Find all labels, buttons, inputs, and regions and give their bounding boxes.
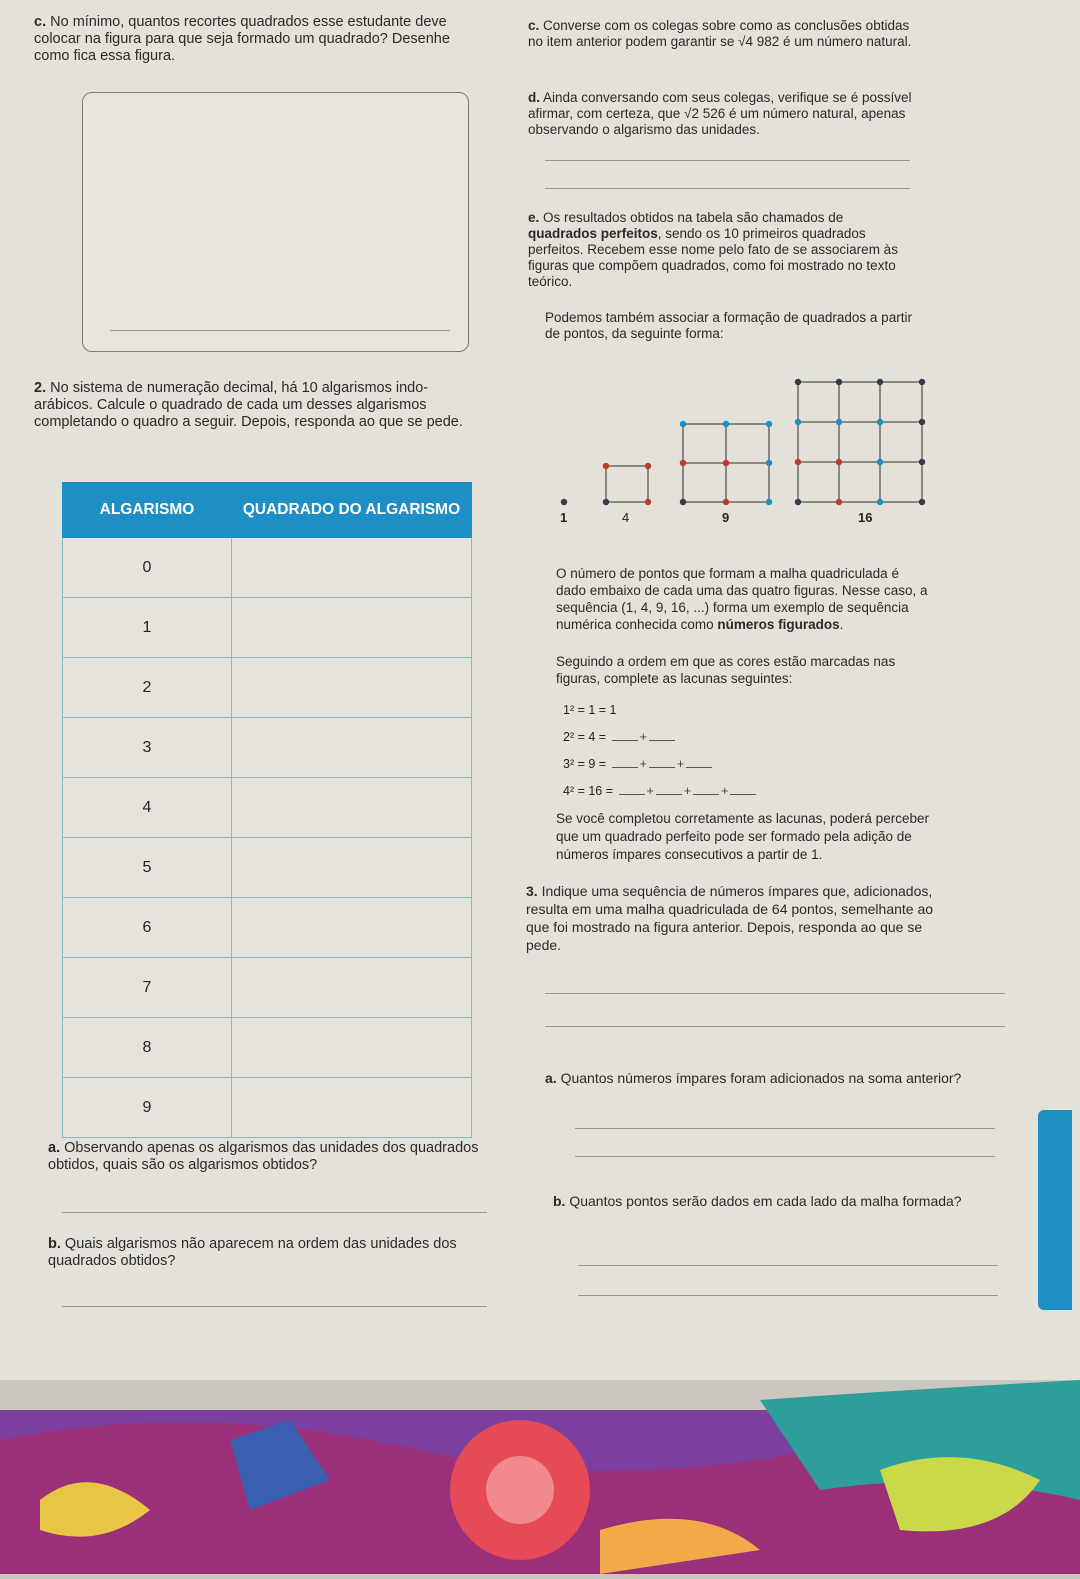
plus-sign: + <box>646 784 654 798</box>
paragraph-text: Se você completou corretamente as lacunas, poderá perceber que um quadrado perfeito pode ser formado pela adição de números ímpares consecutivos a partir de 1. <box>556 811 929 862</box>
question-e <box>528 210 913 290</box>
question-text: Quais algarismos não aparecem na ordem das unidades dos quadrados obtidos? <box>48 1236 457 1269</box>
answer-line[interactable] <box>545 1026 1005 1027</box>
blank-field[interactable] <box>649 730 675 741</box>
blank-field[interactable] <box>649 757 675 768</box>
question-text: No mínimo, quantos recortes quadrados esse estudante deve colocar na figura para que seja formado um quadrado? Desenhe como fica essa figura. <box>34 14 450 64</box>
table-row <box>63 1018 472 1078</box>
dots <box>561 379 925 505</box>
question-text: Podemos também associar a formação de quadrados a partir de pontos, da seguinte forma: <box>545 310 912 341</box>
table-row <box>63 538 472 598</box>
squares-table <box>62 482 472 1138</box>
blank-field[interactable] <box>693 784 719 795</box>
question-label: a. <box>545 1070 557 1086</box>
figure-label-1: 1 <box>560 510 568 525</box>
answer-line[interactable] <box>62 1306 487 1307</box>
quadrado-answer-cell[interactable] <box>232 598 472 658</box>
bold-term: quadrados perfeitos <box>528 226 658 241</box>
algarismo-cell: 3 <box>63 718 232 778</box>
question-text: Quantos pontos serão dados em cada lado da malha formada? <box>569 1193 962 1209</box>
dot-figures <box>550 370 940 530</box>
question-2b <box>48 1236 498 1270</box>
question-3a <box>545 1068 1005 1088</box>
table-header-quadrado: QUADRADO DO ALGARISMO <box>232 483 472 538</box>
answer-line[interactable] <box>578 1295 998 1296</box>
plus-sign: + <box>721 784 729 798</box>
quadrado-answer-cell[interactable] <box>232 1018 472 1078</box>
background-fabric <box>0 1380 1080 1574</box>
equation-3 <box>563 757 714 771</box>
plus-sign: + <box>683 784 692 798</box>
quadrado-answer-cell[interactable] <box>232 958 472 1018</box>
chapter-side-tab <box>1038 1110 1072 1310</box>
quadrado-answer-cell[interactable] <box>232 538 472 598</box>
question-text: No sistema de numeração decimal, há 10 algarismos indo-arábicos. Calcule o quadrado de cada um desses algarismos completando o quadro a seguir. Depois, responda ao que se pede. <box>34 380 463 430</box>
algarismo-cell: 1 <box>63 598 232 658</box>
question-text: Converse com os colegas sobre como as conclusões obtidas no item anterior podem garantir se √4 982 é um número natural. <box>528 18 912 49</box>
question-c-right <box>528 18 913 50</box>
question-3 <box>526 882 956 954</box>
question-label: 2. <box>34 380 47 396</box>
conclusion-paragraph <box>556 810 951 864</box>
algarismo-cell: 4 <box>63 778 232 838</box>
dot-figures-svg <box>550 370 940 530</box>
answer-line[interactable] <box>545 993 1005 994</box>
question-2 <box>34 380 484 431</box>
question-label: c. <box>34 14 47 30</box>
blank-field[interactable] <box>730 784 756 795</box>
figure-label-4: 4 <box>622 510 630 525</box>
question-text: , sendo os 10 primeiros quadrados perfeitos. Recebem esse nome pelo fato de se associarem às figuras que compõem quadrados, como foi mostrado no texto teórico. <box>528 226 898 289</box>
table-row <box>63 718 472 778</box>
quadrado-answer-cell[interactable] <box>232 718 472 778</box>
equation-text: 1² = 1 = 1 <box>563 703 617 717</box>
blank-field[interactable] <box>612 757 638 768</box>
plus-sign: + <box>676 757 685 771</box>
question-e-continuation <box>545 310 915 342</box>
algarismo-cell: 6 <box>63 898 232 958</box>
quadrado-answer-cell[interactable] <box>232 838 472 898</box>
algarismo-cell: 0 <box>63 538 232 598</box>
answer-line[interactable] <box>578 1265 998 1266</box>
question-text: Ainda conversando com seus colegas, verifique se é possível afirmar, com certeza, que √2 526 é um número natural, apenas observando o algarismo das unidades. <box>528 90 912 137</box>
plus-sign: + <box>639 730 647 744</box>
equation-text: 3² = 9 = <box>563 757 607 771</box>
question-3b <box>553 1190 1003 1212</box>
table-row <box>63 598 472 658</box>
answer-line[interactable] <box>545 160 910 161</box>
table-row <box>63 838 472 898</box>
answer-line[interactable] <box>545 188 910 189</box>
table-row <box>63 658 472 718</box>
question-label: b. <box>553 1193 566 1209</box>
table-row <box>63 1078 472 1138</box>
question-d <box>528 90 913 138</box>
quadrado-answer-cell[interactable] <box>232 778 472 838</box>
table-row <box>63 778 472 838</box>
fabric-pattern <box>0 1380 1080 1574</box>
paragraph-text: O número de pontos que formam a malha quadriculada é dado embaixo de cada uma das quatro figuras. Nesse caso, a sequência (1, 4, 9, 16, ...) forma um exemplo de sequência numérica conhecida como <box>556 566 928 632</box>
blank-field[interactable] <box>686 757 712 768</box>
question-label: 3. <box>526 883 538 899</box>
question-c-left <box>34 14 474 65</box>
question-label: c. <box>528 18 540 33</box>
equation-4 <box>563 784 758 798</box>
table-body <box>63 538 472 1138</box>
blank-field[interactable] <box>612 730 638 741</box>
answer-line[interactable] <box>575 1128 995 1129</box>
bold-term: números figurados <box>717 617 840 632</box>
figure-label-9: 9 <box>722 510 730 525</box>
table-header-algarismo: ALGARISMO <box>63 483 232 538</box>
answer-line[interactable] <box>110 330 450 331</box>
question-label: b. <box>48 1236 61 1252</box>
question-text: Quantos números ímpares foram adicionados na soma anterior? <box>560 1070 962 1086</box>
equation-text: 2² = 4 = <box>563 730 607 744</box>
drawing-box[interactable] <box>82 92 469 352</box>
equation-2 <box>563 730 677 744</box>
question-label: a. <box>48 1140 61 1156</box>
figurados-paragraph <box>556 565 928 633</box>
paragraph-text: . <box>839 617 844 632</box>
quadrado-answer-cell[interactable] <box>232 1078 472 1138</box>
answer-line[interactable] <box>62 1212 487 1213</box>
plus-sign: + <box>639 757 647 771</box>
blank-field[interactable] <box>656 784 682 795</box>
instruction-paragraph <box>556 653 928 687</box>
blank-field[interactable] <box>619 784 645 795</box>
question-label: d. <box>528 90 540 105</box>
equation-text: 4² = 16 = <box>563 784 614 798</box>
table-row <box>63 898 472 958</box>
equation-1 <box>563 703 617 717</box>
algarismo-cell: 9 <box>63 1078 232 1138</box>
quadrado-answer-cell[interactable] <box>232 658 472 718</box>
figure-label-16: 16 <box>858 510 873 525</box>
algarismo-cell: 5 <box>63 838 232 898</box>
algarismo-cell: 2 <box>63 658 232 718</box>
algarismo-cell: 7 <box>63 958 232 1018</box>
question-text: Observando apenas os algarismos das unidades dos quadrados obtidos, quais são os algarismos obtidos? <box>48 1140 479 1173</box>
table-row <box>63 958 472 1018</box>
question-text: Os resultados obtidos na tabela são chamados de <box>543 210 844 225</box>
question-text: Indique uma sequência de números ímpares que, adicionados, resulta em uma malha quadriculada de 64 pontos, semelhante ao que foi mostrado na figura anterior. Depois, responda ao que se pede. <box>526 883 934 953</box>
quadrado-answer-cell[interactable] <box>232 898 472 958</box>
question-2a <box>48 1140 498 1174</box>
answer-line[interactable] <box>575 1156 995 1157</box>
paragraph-text: Seguindo a ordem em que as cores estão marcadas nas figuras, complete as lacunas seguintes: <box>556 654 896 686</box>
question-label: e. <box>528 210 540 225</box>
algarismo-cell: 8 <box>63 1018 232 1078</box>
